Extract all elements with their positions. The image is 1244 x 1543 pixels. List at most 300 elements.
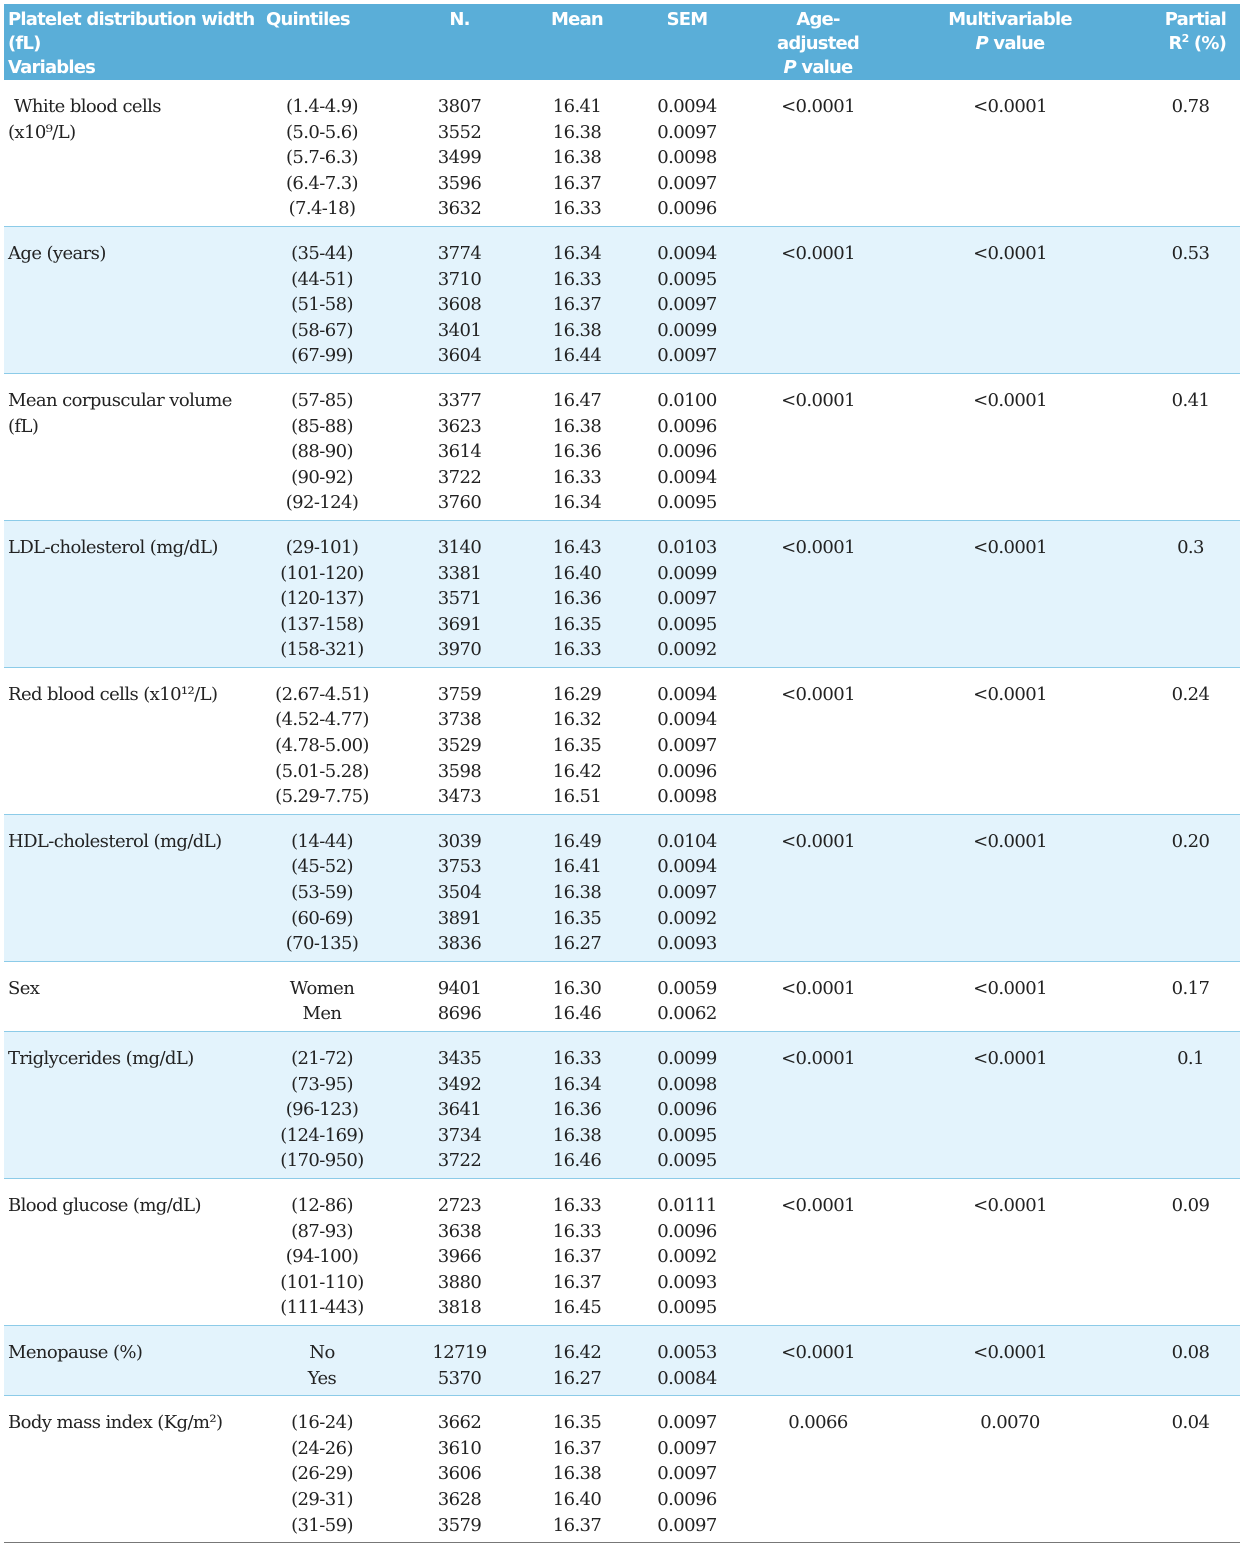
mean-line: 16.34 — [552, 242, 602, 264]
mean-line: 16.33 — [552, 466, 602, 488]
quintiles-line: (51-58) — [291, 294, 353, 316]
n-line: 3738 — [437, 709, 482, 731]
sem-line: 0.0099 — [657, 319, 717, 341]
mean-cell — [537, 1396, 617, 1543]
partial-r2-cell — [1141, 961, 1240, 1031]
sem-line: 0.0097 — [657, 121, 717, 143]
mean-line: 16.38 — [552, 882, 602, 904]
sem-line: 0.0095 — [657, 268, 717, 290]
age-adjusted-p-cell — [757, 226, 879, 373]
quintiles-line: (44-51) — [291, 268, 353, 290]
n-line: 9401 — [437, 977, 482, 999]
mean-line: 16.38 — [552, 319, 602, 341]
partial-r2-value: 0.09 — [1171, 1194, 1210, 1216]
quintiles-line: Men — [302, 1003, 342, 1025]
sem-line: 0.0096 — [657, 1220, 717, 1242]
table-row — [4, 1032, 1240, 1179]
quintiles-line: (96-123) — [285, 1099, 359, 1121]
sem-line: 0.0094 — [657, 709, 717, 731]
quintiles-cell — [262, 373, 382, 520]
sem-line: 0.0099 — [657, 1048, 717, 1069]
quintiles-line: (101-120) — [280, 562, 364, 584]
mean-line: 16.41 — [552, 96, 602, 117]
quintiles-line: (67-99) — [291, 345, 353, 367]
partial-r2-value: 0.17 — [1171, 977, 1210, 999]
n-line: 3662 — [437, 1412, 482, 1434]
n-line: 3552 — [437, 121, 482, 143]
mean-line: 16.37 — [552, 1246, 602, 1268]
n-line: 3641 — [437, 1099, 482, 1121]
multivariable-p-cell — [879, 667, 1141, 814]
sem-line: 0.0098 — [657, 1073, 717, 1095]
quintiles-line: (29-31) — [291, 1488, 353, 1510]
variable-line: Red blood cells (x10¹²/L) — [8, 683, 218, 705]
quintiles-line: Women — [289, 977, 355, 999]
age-adjusted-p-cell — [757, 80, 879, 226]
variable-cell — [4, 520, 262, 667]
quintiles-line: (92-124) — [285, 492, 359, 514]
multivariable-p-value: <0.0001 — [973, 830, 1047, 852]
sem-line: 0.0053 — [657, 1341, 717, 1363]
sem-line: 0.0097 — [657, 735, 717, 757]
variable-cell — [4, 373, 262, 520]
quintiles-line: (21-72) — [291, 1048, 353, 1069]
n-cell — [382, 1396, 537, 1543]
partial-r2-value: 0.04 — [1171, 1412, 1210, 1434]
multivariable-p-cell — [879, 1032, 1141, 1179]
mean-line: 16.37 — [552, 172, 602, 194]
sem-line: 0.0094 — [657, 856, 717, 878]
variable-line: Blood glucose (mg/dL) — [8, 1194, 201, 1216]
header-multivariable-value: value — [987, 33, 1045, 54]
header-multivariable — [879, 4, 1141, 80]
sem-line: 0.0104 — [657, 830, 717, 852]
variable-line: (x10⁹/L) — [8, 121, 76, 143]
sem-line: 0.0097 — [657, 1514, 717, 1536]
partial-r2-value: 0.53 — [1171, 242, 1210, 264]
header-variables-line2: Variables — [8, 57, 96, 78]
quintiles-line: (26-29) — [291, 1463, 353, 1485]
quintiles-line: (70-135) — [285, 933, 359, 955]
variable-line: Age (years) — [8, 242, 106, 264]
age-adjusted-p-cell — [757, 373, 879, 520]
sem-line: 0.0095 — [657, 613, 717, 635]
mean-line: 16.35 — [552, 613, 602, 635]
n-cell — [382, 373, 537, 520]
n-cell — [382, 1178, 537, 1325]
quintiles-line: (60-69) — [291, 907, 353, 929]
age-adjusted-p-cell — [757, 667, 879, 814]
multivariable-p-cell — [879, 226, 1141, 373]
table-row — [4, 373, 1240, 520]
partial-r2-cell — [1141, 520, 1240, 667]
n-line: 3381 — [437, 562, 482, 584]
sem-cell — [617, 80, 757, 226]
quintiles-cell — [262, 1032, 382, 1179]
quintiles-line: (53-59) — [291, 882, 353, 904]
age-adjusted-p-value: <0.0001 — [781, 830, 855, 852]
sem-cell — [617, 814, 757, 961]
multivariable-p-value: <0.0001 — [973, 96, 1047, 117]
n-line: 3492 — [437, 1073, 482, 1095]
sem-cell — [617, 961, 757, 1031]
sem-cell — [617, 1032, 757, 1179]
n-line: 3759 — [437, 683, 482, 705]
n-line: 3722 — [437, 466, 482, 488]
partial-r2-cell — [1141, 814, 1240, 961]
sem-line: 0.0097 — [657, 345, 717, 367]
n-line: 3604 — [437, 345, 482, 367]
age-adjusted-p-cell — [757, 1178, 879, 1325]
sem-line: 0.0093 — [657, 933, 717, 955]
variable-cell — [4, 80, 262, 226]
quintiles-line: (158-321) — [280, 639, 364, 661]
multivariable-p-cell — [879, 80, 1141, 226]
sem-line: 0.0094 — [657, 466, 717, 488]
n-line: 3966 — [437, 1246, 482, 1268]
mean-line: 16.38 — [552, 147, 602, 169]
sem-line: 0.0098 — [657, 147, 717, 169]
mean-line: 16.29 — [552, 683, 602, 705]
n-line: 3039 — [437, 830, 482, 852]
n-cell — [382, 961, 537, 1031]
variable-cell — [4, 1325, 262, 1395]
n-line: 3970 — [437, 639, 482, 661]
sem-line: 0.0097 — [657, 294, 717, 316]
table-header — [4, 4, 1240, 80]
multivariable-p-cell — [879, 373, 1141, 520]
n-line: 3880 — [437, 1271, 482, 1293]
n-line: 8696 — [437, 1003, 482, 1025]
mean-line: 16.38 — [552, 1124, 602, 1146]
quintiles-line: (170-950) — [280, 1150, 364, 1172]
sem-line: 0.0096 — [657, 415, 717, 437]
n-line: 3504 — [437, 882, 482, 904]
quintiles-line: (137-158) — [280, 613, 364, 635]
mean-cell — [537, 80, 617, 226]
mean-cell — [537, 1178, 617, 1325]
sem-cell — [617, 1325, 757, 1395]
age-adjusted-p-cell — [757, 1396, 879, 1543]
n-line: 3760 — [437, 492, 482, 514]
sem-line: 0.0100 — [657, 389, 717, 411]
quintiles-cell — [262, 814, 382, 961]
n-line: 3774 — [437, 242, 482, 264]
sem-cell — [617, 667, 757, 814]
age-adjusted-p-value: <0.0001 — [781, 683, 855, 705]
multivariable-p-value: <0.0001 — [973, 1048, 1047, 1069]
mean-line: 16.47 — [552, 389, 602, 411]
table-row — [4, 1178, 1240, 1325]
quintiles-cell — [262, 226, 382, 373]
mean-line: 16.46 — [552, 1150, 602, 1172]
mean-line: 16.33 — [552, 1048, 602, 1069]
mean-line: 16.36 — [552, 1099, 602, 1121]
mean-line: 16.40 — [552, 562, 602, 584]
mean-line: 16.33 — [552, 639, 602, 661]
mean-line: 16.35 — [552, 735, 602, 757]
n-cell — [382, 226, 537, 373]
mean-line: 16.36 — [552, 588, 602, 610]
sem-line: 0.0094 — [657, 242, 717, 264]
mean-line: 16.33 — [552, 198, 602, 220]
mean-line: 16.38 — [552, 121, 602, 143]
quintiles-line: (24-26) — [291, 1437, 353, 1459]
sem-cell — [617, 226, 757, 373]
quintiles-line: (111-443) — [280, 1297, 364, 1319]
sem-line: 0.0096 — [657, 760, 717, 782]
partial-r2-value: 0.24 — [1171, 683, 1210, 705]
multivariable-p-value: <0.0001 — [973, 1341, 1047, 1363]
variable-line: HDL-cholesterol (mg/dL) — [8, 830, 222, 852]
mean-cell — [537, 226, 617, 373]
mean-line: 16.35 — [552, 1412, 602, 1434]
n-cell — [382, 520, 537, 667]
quintiles-cell — [262, 80, 382, 226]
partial-r2-value: 0.78 — [1171, 96, 1210, 117]
quintiles-cell — [262, 520, 382, 667]
mean-line: 16.30 — [552, 977, 602, 999]
variable-cell — [4, 814, 262, 961]
variable-cell — [4, 667, 262, 814]
sem-line: 0.0096 — [657, 1099, 717, 1121]
quintiles-line: (5.29-7.75) — [275, 786, 369, 808]
quintiles-line: (14-44) — [291, 830, 353, 852]
mean-line: 16.34 — [552, 1073, 602, 1095]
mean-line: 16.33 — [552, 268, 602, 290]
quintiles-line: (87-93) — [291, 1220, 353, 1242]
data-table — [4, 4, 1240, 1543]
mean-line: 16.41 — [552, 856, 602, 878]
mean-line: 16.42 — [552, 1341, 602, 1363]
sem-line: 0.0099 — [657, 562, 717, 584]
multivariable-p-cell — [879, 1178, 1141, 1325]
header-partial-r2-pre: Partial R — [1164, 9, 1226, 54]
sem-line: 0.0095 — [657, 1150, 717, 1172]
quintiles-line: (120-137) — [280, 588, 364, 610]
quintiles-line: (57-85) — [291, 389, 353, 411]
variable-line: Triglycerides (mg/dL) — [8, 1048, 194, 1069]
header-multivariable-line1: Multivariable — [948, 9, 1072, 30]
sem-line: 0.0059 — [657, 977, 717, 999]
mean-cell — [537, 1032, 617, 1179]
table-row — [4, 80, 1240, 226]
n-line: 3499 — [437, 147, 482, 169]
n-cell — [382, 667, 537, 814]
quintiles-line: (7.4-18) — [288, 198, 356, 220]
header-age-adjusted-line1: Age-adjusted — [776, 9, 860, 54]
quintiles-line: (124-169) — [280, 1124, 364, 1146]
quintiles-line: (5.7-6.3) — [286, 147, 358, 169]
n-line: 3529 — [437, 735, 482, 757]
partial-r2-value: 0.3 — [1177, 536, 1204, 558]
n-line: 3140 — [437, 536, 482, 558]
multivariable-p-value: <0.0001 — [973, 977, 1047, 999]
sem-line: 0.0096 — [657, 441, 717, 463]
sem-cell — [617, 1396, 757, 1543]
variable-cell — [4, 1396, 262, 1543]
sem-line: 0.0096 — [657, 198, 717, 220]
age-adjusted-p-value: <0.0001 — [781, 96, 855, 117]
quintiles-line: (73-95) — [291, 1073, 353, 1095]
multivariable-p-cell — [879, 1396, 1141, 1543]
n-line: 3579 — [437, 1514, 482, 1536]
sem-cell — [617, 373, 757, 520]
age-adjusted-p-value: <0.0001 — [781, 389, 855, 411]
mean-line: 16.37 — [552, 1514, 602, 1536]
mean-cell — [537, 1325, 617, 1395]
mean-cell — [537, 961, 617, 1031]
quintiles-line: (94-100) — [285, 1246, 359, 1268]
mean-cell — [537, 814, 617, 961]
header-age-adjusted-value: value — [795, 57, 853, 78]
n-line: 3608 — [437, 294, 482, 316]
n-line: 3818 — [437, 1297, 482, 1319]
partial-r2-value: 0.41 — [1171, 389, 1210, 411]
n-line: 5370 — [437, 1367, 482, 1389]
sem-line: 0.0093 — [657, 1271, 717, 1293]
n-line: 3401 — [437, 319, 482, 341]
mean-line: 16.38 — [552, 415, 602, 437]
multivariable-p-value: <0.0001 — [973, 683, 1047, 705]
n-cell — [382, 1325, 537, 1395]
n-line: 3596 — [437, 172, 482, 194]
quintiles-line: (5.0-5.6) — [286, 121, 358, 143]
age-adjusted-p-value: 0.0066 — [788, 1412, 848, 1434]
multivariable-p-value: <0.0001 — [973, 536, 1047, 558]
quintiles-cell — [262, 1396, 382, 1543]
n-line: 12719 — [432, 1341, 487, 1363]
mean-line: 16.46 — [552, 1003, 602, 1025]
quintiles-cell — [262, 1325, 382, 1395]
partial-r2-cell — [1141, 1325, 1240, 1395]
quintiles-line: (58-67) — [291, 319, 353, 341]
quintiles-line: Yes — [307, 1367, 337, 1389]
sem-line: 0.0103 — [657, 536, 717, 558]
table-row — [4, 667, 1240, 814]
sem-cell — [617, 520, 757, 667]
partial-r2-cell — [1141, 226, 1240, 373]
sem-line: 0.0092 — [657, 1246, 717, 1268]
mean-line: 16.36 — [552, 441, 602, 463]
n-line: 3623 — [437, 415, 482, 437]
mean-line: 16.37 — [552, 1271, 602, 1293]
multivariable-p-cell — [879, 961, 1141, 1031]
partial-r2-cell — [1141, 667, 1240, 814]
variable-cell — [4, 1178, 262, 1325]
quintiles-line: (4.78-5.00) — [275, 735, 369, 757]
n-line: 2723 — [437, 1194, 482, 1216]
quintiles-line: (1.4-4.9) — [286, 96, 358, 117]
n-line: 3614 — [437, 441, 482, 463]
sem-line: 0.0097 — [657, 1463, 717, 1485]
mean-cell — [537, 373, 617, 520]
n-line: 3710 — [437, 268, 482, 290]
n-line: 3753 — [437, 856, 482, 878]
table-row — [4, 961, 1240, 1031]
quintiles-line: (5.01-5.28) — [275, 760, 369, 782]
quintiles-line: (16-24) — [291, 1412, 353, 1434]
sem-line: 0.0097 — [657, 1437, 717, 1459]
n-line: 3836 — [437, 933, 482, 955]
header-age-adjusted — [757, 4, 879, 80]
age-adjusted-p-value: <0.0001 — [781, 1194, 855, 1216]
mean-line: 16.44 — [552, 345, 602, 367]
n-line: 3691 — [437, 613, 482, 635]
n-cell — [382, 80, 537, 226]
sem-line: 0.0095 — [657, 492, 717, 514]
header-sem: SEM — [617, 4, 757, 80]
partial-r2-value: 0.20 — [1171, 830, 1210, 852]
header-multivariable-line2 — [883, 32, 1137, 56]
variable-cell — [4, 961, 262, 1031]
sem-line: 0.0096 — [657, 1488, 717, 1510]
n-line: 3606 — [437, 1463, 482, 1485]
quintiles-line: (4.52-4.77) — [275, 709, 369, 731]
multivariable-p-cell — [879, 814, 1141, 961]
variable-cell — [4, 1032, 262, 1179]
quintiles-cell — [262, 1178, 382, 1325]
n-cell — [382, 814, 537, 961]
sem-line: 0.0084 — [657, 1367, 717, 1389]
variable-line: LDL-cholesterol (mg/dL) — [8, 536, 218, 558]
age-adjusted-p-cell — [757, 520, 879, 667]
table-row — [4, 1396, 1240, 1543]
header-mean: Mean — [537, 4, 617, 80]
partial-r2-cell — [1141, 1032, 1240, 1179]
mean-line: 16.45 — [552, 1297, 602, 1319]
table-row — [4, 226, 1240, 373]
n-line: 3722 — [437, 1150, 482, 1172]
sem-line: 0.0097 — [657, 588, 717, 610]
n-line: 3891 — [437, 907, 482, 929]
multivariable-p-value: <0.0001 — [973, 242, 1047, 264]
sem-line: 0.0098 — [657, 786, 717, 808]
table-row — [4, 1325, 1240, 1395]
header-multivariable-p: P — [975, 33, 988, 54]
mean-line: 16.34 — [552, 492, 602, 514]
quintiles-cell — [262, 667, 382, 814]
partial-r2-value: 0.1 — [1177, 1048, 1204, 1069]
n-line: 3628 — [437, 1488, 482, 1510]
variable-cell — [4, 226, 262, 373]
mean-line: 16.37 — [552, 1437, 602, 1459]
age-adjusted-p-value: <0.0001 — [781, 1048, 855, 1069]
sem-line: 0.0097 — [657, 172, 717, 194]
mean-line: 16.42 — [552, 760, 602, 782]
n-line: 3473 — [437, 786, 482, 808]
age-adjusted-p-value: <0.0001 — [781, 242, 855, 264]
mean-line: 16.38 — [552, 1463, 602, 1485]
n-line: 3734 — [437, 1124, 482, 1146]
header-partial-r2-post: (%) — [1188, 33, 1226, 54]
n-line: 3632 — [437, 198, 482, 220]
partial-r2-cell — [1141, 373, 1240, 520]
quintiles-line: (6.4-7.3) — [286, 172, 358, 194]
variable-line: Mean corpuscular volume (fL) — [8, 389, 232, 437]
header-age-adjusted-p: P — [783, 57, 796, 78]
multivariable-p-value: <0.0001 — [973, 389, 1047, 411]
mean-line: 16.43 — [552, 536, 602, 558]
quintiles-cell — [262, 961, 382, 1031]
age-adjusted-p-cell — [757, 814, 879, 961]
age-adjusted-p-cell — [757, 961, 879, 1031]
quintiles-line: (85-88) — [291, 415, 353, 437]
multivariable-p-cell — [879, 520, 1141, 667]
quintiles-line: (90-92) — [291, 466, 353, 488]
sem-line: 0.0095 — [657, 1297, 717, 1319]
n-cell — [382, 1032, 537, 1179]
